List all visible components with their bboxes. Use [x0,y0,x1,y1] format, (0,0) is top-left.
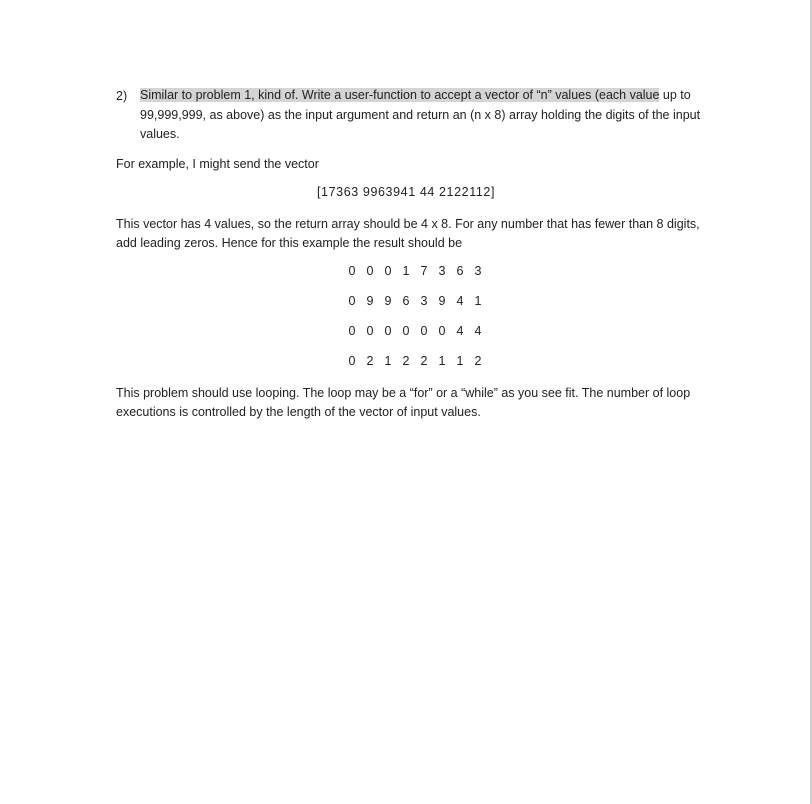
matrix-cell: 6 [402,294,410,308]
matrix-cell: 2 [402,354,410,368]
problem-number: 2) [116,89,128,103]
highlighted-text: Similar to problem 1, kind of. Write a user-function to accept a vector of “n” values (each value [140,88,660,102]
problem-statement [116,86,716,145]
matrix-cell: 4 [474,324,482,338]
matrix-cell: 0 [384,264,392,278]
problem-body [140,86,716,145]
matrix-cell: 9 [366,294,374,308]
matrix-cell: 1 [456,354,464,368]
matrix-cell: 1 [402,264,410,278]
matrix-cell: 0 [384,324,392,338]
matrix-cell: 6 [456,264,464,278]
problem-text: up to 99,999,999, as above) as the input argument and return an (n x 8) array holding the digits of the input values. [140,88,701,141]
matrix-cell: 3 [474,264,482,278]
explanation: This vector has 4 values, so the return array should be 4 x 8. For any number that has fewer than 8 digits, add leading zeros. Hence for this example the result should be [116,217,700,250]
matrix-cell: 2 [420,354,428,368]
matrix-cell: 1 [438,354,446,368]
matrix-cell: 0 [438,324,446,338]
matrix-cell: 0 [366,324,374,338]
matrix-cell: 9 [438,294,446,308]
matrix-cell: 9 [384,294,392,308]
matrix-cell: 4 [456,324,464,338]
matrix-cell: 2 [366,354,374,368]
matrix-cell: 0 [348,354,356,368]
matrix-cell: 7 [420,264,428,278]
matrix-cell: 3 [420,294,428,308]
matrix-row [343,264,487,278]
matrix-cell: 2 [474,354,482,368]
matrix-cell: 0 [348,294,356,308]
matrix-cell: 1 [474,294,482,308]
matrix-cell: 1 [384,354,392,368]
matrix-cell: 3 [438,264,446,278]
matrix-row [343,294,487,308]
example-intro: For example, I might send the vector [116,157,319,171]
example-vector: [17363 9963941 44 2122112] [316,185,496,199]
matrix-cell: 0 [366,264,374,278]
matrix-cell: 0 [348,264,356,278]
matrix-row [343,354,487,368]
matrix-cell: 4 [456,294,464,308]
matrix-cell: 0 [402,324,410,338]
closing-paragraph: This problem should use looping. The loop may be a “for” or a “while” as you see fit. The number of loop executions is controlled by the length of the vector of input values. [116,386,691,419]
matrix-row [343,324,487,338]
matrix-cell: 0 [420,324,428,338]
matrix-cell: 0 [348,324,356,338]
